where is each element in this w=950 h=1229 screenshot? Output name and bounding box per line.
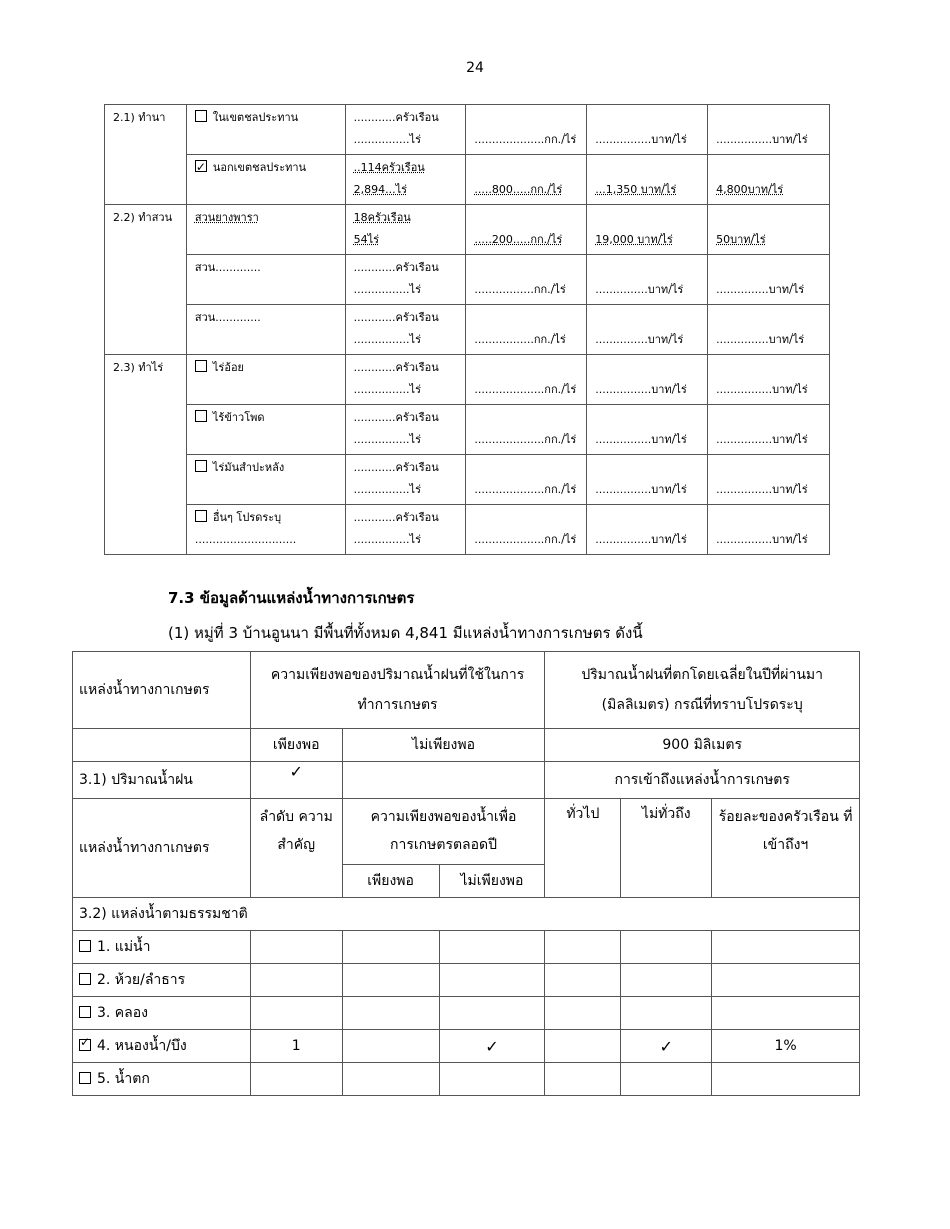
section-intro: (1) หมู่ที่ 3 บ้านอูนนา มีพื้นที่ทั้งหมด 4,841 มีแหล่งน้ำทางการเกษตร ดังนี้ xyxy=(168,624,643,642)
header-not-enough-2: ไม่เพียงพอ xyxy=(439,865,545,898)
page-number: 24 xyxy=(466,60,484,76)
yield: .....800.....กก./ไร่ xyxy=(474,183,563,196)
yield: ....................กก./ไร่ xyxy=(474,533,577,546)
not-general-mark xyxy=(621,964,712,997)
crop-group: 2.2) ทำสวน xyxy=(113,211,173,224)
not-general-mark xyxy=(621,1063,712,1096)
header-year-round: ความเพียงพอของน้ำเพื่อ การเกษตรตลอดปี xyxy=(342,799,545,865)
households: 18ครัวเรือน xyxy=(353,211,411,224)
yield: .................กก./ไร่ xyxy=(474,333,566,346)
header-source-2: แหล่งน้ำทางกาเกษตร xyxy=(73,799,251,898)
households: ............ครัวเรือน xyxy=(353,261,439,274)
checkbox-checked-icon[interactable] xyxy=(79,1039,91,1051)
checkbox-icon[interactable] xyxy=(79,1006,91,1018)
area: ................ไร่ xyxy=(353,433,421,446)
households: ..114ครัวเรือน xyxy=(353,161,425,174)
table-row xyxy=(105,355,830,405)
water-source-table xyxy=(72,651,860,1096)
yield: ....................กก./ไร่ xyxy=(474,383,577,396)
header-enough: เพียงพอ xyxy=(250,729,342,762)
checkbox-icon[interactable] xyxy=(79,940,91,952)
income: ................บาท/ไร่ xyxy=(716,383,808,396)
cost: ................บาท/ไร่ xyxy=(595,433,687,446)
table-row xyxy=(73,1063,860,1096)
table-row xyxy=(73,964,860,997)
row-rain-label: 3.1) ปริมาณน้ำฝน xyxy=(73,762,251,799)
checkbox-icon[interactable] xyxy=(195,110,207,122)
households: ............ครัวเรือน xyxy=(353,361,439,374)
households: ............ครัวเรือน xyxy=(353,311,439,324)
general-mark xyxy=(545,997,621,1030)
not-enough-mark xyxy=(439,997,545,1030)
percent xyxy=(712,931,860,964)
households: ............ครัวเรือน xyxy=(353,511,439,524)
area: ................ไร่ xyxy=(353,533,421,546)
checkbox-icon[interactable] xyxy=(195,410,207,422)
general-mark xyxy=(545,964,621,997)
not-enough-mark xyxy=(439,1063,545,1096)
crop-type: นอกเขตชลประทาน xyxy=(212,161,307,174)
households: ............ครัวเรือน xyxy=(353,461,439,474)
income: ...............บาท/ไร่ xyxy=(716,283,805,296)
crop-type: อื่นๆ โปรดระบุ xyxy=(212,511,282,524)
checkbox-icon[interactable] xyxy=(195,360,207,372)
checkbox-checked-icon[interactable] xyxy=(195,160,207,172)
income: ...............บาท/ไร่ xyxy=(716,333,805,346)
priority xyxy=(250,1063,342,1096)
crop-type: สวน............. xyxy=(194,311,261,324)
percent xyxy=(712,964,860,997)
general-mark xyxy=(545,931,621,964)
income: ................บาท/ไร่ xyxy=(716,433,808,446)
cost: ................บาท/ไร่ xyxy=(595,483,687,496)
area: ................ไร่ xyxy=(353,333,421,346)
header-percent: ร้อยละของครัวเรือน ที่เข้าถึงฯ xyxy=(712,799,860,898)
table-row xyxy=(105,305,830,355)
not-general-mark xyxy=(621,931,712,964)
cost: ................บาท/ไร่ xyxy=(595,533,687,546)
cost: ................บาท/ไร่ xyxy=(595,383,687,396)
crop-type: ไร่มันสำปะหลัง xyxy=(212,461,285,474)
yield: ....................กก./ไร่ xyxy=(474,433,577,446)
percent xyxy=(712,1063,860,1096)
section-title: 7.3 ข้อมูลด้านแหล่งน้ำทางการเกษตร xyxy=(168,589,415,607)
enough-mark xyxy=(342,997,439,1030)
enough-mark xyxy=(342,1030,439,1063)
crop-table xyxy=(104,104,830,555)
crop-type: ไร้ข้าวโพด xyxy=(212,411,265,424)
priority: 1 xyxy=(250,1030,342,1063)
income: ................บาท/ไร่ xyxy=(716,533,808,546)
header-general: ทั่วไป xyxy=(545,799,621,898)
general-mark xyxy=(545,1063,621,1096)
table-row xyxy=(105,155,830,205)
priority xyxy=(250,997,342,1030)
area: ................ไร่ xyxy=(353,483,421,496)
enough-mark xyxy=(342,931,439,964)
income: 50บาท/ไร่ xyxy=(716,233,766,246)
crop-type: ไร่อ้อย xyxy=(212,361,244,374)
area: 54ไร่ xyxy=(353,233,380,246)
not-enough-mark xyxy=(439,931,545,964)
checkbox-icon[interactable] xyxy=(195,510,207,522)
priority xyxy=(250,964,342,997)
table-row xyxy=(105,405,830,455)
header-priority: ลำดับ ความสำคัญ xyxy=(250,799,342,898)
crop-group: 2.1) ทำนา xyxy=(113,111,166,124)
table-row xyxy=(73,1030,860,1063)
income: ................บาท/ไร่ xyxy=(716,483,808,496)
enough-mark xyxy=(342,964,439,997)
source-label: 3. คลอง xyxy=(97,1005,148,1021)
table-row xyxy=(105,105,830,155)
table-row xyxy=(105,205,830,255)
area: ................ไร่ xyxy=(353,383,421,396)
cost: ...1,350 บาท/ไร่ xyxy=(595,183,677,196)
header-not-enough: ไม่เพียงพอ xyxy=(342,729,545,762)
area: ................ไร่ xyxy=(353,133,421,146)
percent: 1% xyxy=(712,1030,860,1063)
header-rain-amount: ปริมาณน้ำฝนที่ตกโดยเฉลี่ยในปีที่ผ่านมา (มิลลิเมตร) กรณีที่ทราบโปรดระบุ xyxy=(545,652,860,729)
not-general-mark: ✓ xyxy=(621,1030,712,1063)
checkbox-icon[interactable] xyxy=(79,1072,91,1084)
cost: 19,000 บาท/ไร่ xyxy=(595,233,673,246)
enough-mark xyxy=(342,1063,439,1096)
yield: .................กก./ไร่ xyxy=(474,283,566,296)
cost: ...............บาท/ไร่ xyxy=(595,333,684,346)
table-row xyxy=(73,931,860,964)
crop-type-other: ............................. xyxy=(194,533,297,546)
rain-amount-value: 900 มิลิเมตร xyxy=(545,729,860,762)
households: ............ครัวเรือน xyxy=(353,411,439,424)
general-mark xyxy=(545,1030,621,1063)
cost: ...............บาท/ไร่ xyxy=(595,283,684,296)
not-enough-mark xyxy=(439,964,545,997)
header-not-general: ไม่ทั่วถึง xyxy=(621,799,712,898)
source-label: 5. น้ำตก xyxy=(97,1071,150,1087)
priority xyxy=(250,931,342,964)
table-row xyxy=(105,455,830,505)
cost: ................บาท/ไร่ xyxy=(595,133,687,146)
checkbox-icon[interactable] xyxy=(79,973,91,985)
households: ............ครัวเรือน xyxy=(353,111,439,124)
yield: ....................กก./ไร่ xyxy=(474,483,577,496)
natural-sources-label: 3.2) แหล่งน้ำตามธรรมชาติ xyxy=(73,898,860,931)
header-source: แหล่งน้ำทางกาเกษตร xyxy=(73,652,251,729)
checkbox-icon[interactable] xyxy=(195,460,207,472)
income: ................บาท/ไร่ xyxy=(716,133,808,146)
income: 4,800บาท/ไร่ xyxy=(716,183,784,196)
area: 2,894...ไร่ xyxy=(353,183,408,196)
crop-type: ในเขตชลประทาน xyxy=(212,111,299,124)
header-access: การเข้าถึงแหล่งน้ำการเกษตร xyxy=(545,762,860,799)
crop-type: สวนยางพารา xyxy=(194,211,259,224)
crop-group: 2.3) ทำไร่ xyxy=(113,361,164,374)
header-rain-sufficiency: ความเพียงพอของปริมาณน้ำฝนที่ใช้ในการทำการเกษตร xyxy=(250,652,545,729)
percent xyxy=(712,997,860,1030)
header-enough-2: เพียงพอ xyxy=(342,865,439,898)
source-label: 2. ห้วย/ลำธาร xyxy=(97,972,186,988)
source-label: 1. แม่น้ำ xyxy=(97,939,151,955)
check-mark-icon: ✓ xyxy=(250,762,342,799)
table-row xyxy=(105,255,830,305)
area: ................ไร่ xyxy=(353,283,421,296)
not-general-mark xyxy=(621,997,712,1030)
crop-type: สวน............. xyxy=(194,261,261,274)
table-row xyxy=(73,997,860,1030)
table-row xyxy=(105,505,830,555)
yield: .....200.....กก./ไร่ xyxy=(474,233,563,246)
not-enough-mark: ✓ xyxy=(439,1030,545,1063)
source-label: 4. หนองน้ำ/บึง xyxy=(97,1038,187,1054)
yield: ....................กก./ไร่ xyxy=(474,133,577,146)
